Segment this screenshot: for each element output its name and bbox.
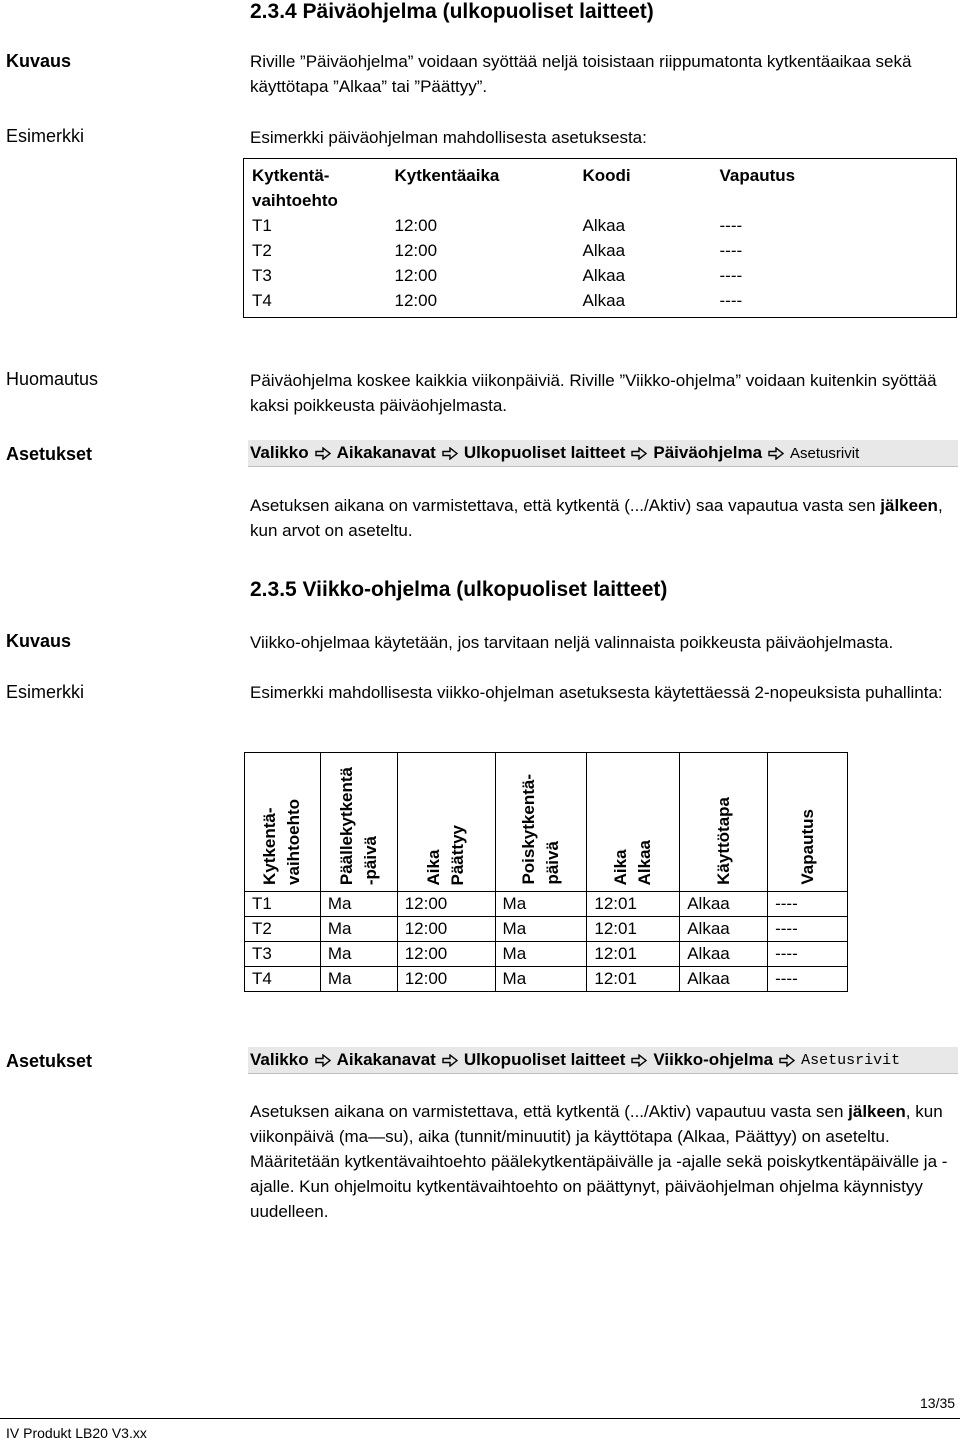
table-cell: ---- xyxy=(719,266,743,285)
table-header-row xyxy=(244,159,957,214)
table-cell: T4 xyxy=(245,967,321,992)
table-header: Kytkentäaika xyxy=(394,166,500,185)
menu-item-ulkopuoliset-laitteet: Ulkopuoliset laitteet xyxy=(463,443,626,462)
table-cell: 12:00 xyxy=(397,942,495,967)
outline-arrow-right-icon xyxy=(768,447,784,460)
table-header: Kytkentä- vaihtoehto xyxy=(245,753,321,892)
table-cell: T4 xyxy=(252,291,272,310)
table-cell: Alkaa xyxy=(680,917,768,942)
menu-item-asetusrivit: Asetusrivit xyxy=(801,1051,901,1069)
table-cell: 12:00 xyxy=(397,967,495,992)
table-cell: ---- xyxy=(768,917,848,942)
table-cell: Alkaa xyxy=(680,942,768,967)
table-cell: 12:00 xyxy=(394,216,438,235)
esimerkki-text: Esimerkki mahdollisesta viikko-ohjelman asetuksesta käytettäessä 2-nopeuksista puhallinta: xyxy=(250,683,943,702)
asetukset-label: Asetukset xyxy=(6,1051,93,1071)
table-cell: T1 xyxy=(252,216,272,235)
table-cell: Alkaa xyxy=(680,967,768,992)
esimerkki-text: Esimerkki päiväohjelman mahdollisesta asetuksesta: xyxy=(250,128,647,147)
table-cell: 12:00 xyxy=(397,917,495,942)
table-cell: T3 xyxy=(252,266,272,285)
table-cell: 12:00 xyxy=(397,892,495,917)
table-row xyxy=(245,942,848,967)
table-cell: Ma xyxy=(495,967,587,992)
table-cell: Ma xyxy=(495,892,587,917)
table-row xyxy=(245,917,848,942)
table-header: Aika Päättyy xyxy=(397,753,495,892)
table-cell: Ma xyxy=(320,942,397,967)
outline-arrow-right-icon xyxy=(631,447,647,460)
kuvaus-label: Kuvaus xyxy=(6,631,72,651)
table-cell: T2 xyxy=(252,241,272,260)
table-cell: ---- xyxy=(768,942,848,967)
table-row xyxy=(245,892,848,917)
table-cell: 12:00 xyxy=(394,291,438,310)
table-cell: Alkaa xyxy=(582,291,626,310)
table-cell: Ma xyxy=(495,917,587,942)
outline-arrow-right-icon xyxy=(779,1054,795,1067)
table-header: Päällekytkentä -päivä xyxy=(320,753,397,892)
table-row xyxy=(244,288,957,318)
table-cell: ---- xyxy=(719,216,743,235)
menu-item-valikko: Valikko xyxy=(250,443,309,462)
table-row xyxy=(244,213,957,238)
menu-path-bar xyxy=(248,1047,958,1074)
table-header: Vapautus xyxy=(768,753,848,892)
table-cell: T2 xyxy=(245,917,321,942)
footer-divider xyxy=(0,1418,960,1419)
table-header: Aika Alkaa xyxy=(587,753,680,892)
menu-item-aikakanavat: Aikakanavat xyxy=(336,1050,436,1069)
table-cell: Ma xyxy=(320,967,397,992)
esimerkki-label: Esimerkki xyxy=(6,126,85,146)
table-header: Kytkentä-vaihtoehto xyxy=(252,166,338,210)
menu-item-paivaohjelma: Päiväohjelma xyxy=(653,443,763,462)
table-cell: ---- xyxy=(719,291,743,310)
table-cell: Ma xyxy=(320,917,397,942)
weekly-program-table xyxy=(244,752,848,992)
table-cell: Alkaa xyxy=(582,241,626,260)
section-title-daily-program: 2.3.4 Päiväohjelma (ulkopuoliset laitteet) xyxy=(250,0,654,23)
table-header: Vapautus xyxy=(719,166,796,185)
outline-arrow-right-icon xyxy=(631,1054,647,1067)
menu-item-aikakanavat: Aikakanavat xyxy=(336,443,436,462)
table-row xyxy=(244,238,957,263)
asetukset-text: Asetuksen aikana on varmistettava, että kytkentä (.../Aktiv) saa vapautua vasta sen jälkeen, kun arvot on aseteltu. xyxy=(250,496,943,540)
menu-item-viikko-ohjelma: Viikko-ohjelma xyxy=(653,1050,774,1069)
table-cell: 12:01 xyxy=(587,917,680,942)
table-cell: Alkaa xyxy=(680,892,768,917)
menu-item-valikko: Valikko xyxy=(250,1050,309,1069)
table-cell: Alkaa xyxy=(582,216,626,235)
table-cell: 12:00 xyxy=(394,241,438,260)
table-row xyxy=(244,263,957,288)
menu-path-bar xyxy=(248,440,958,467)
page-number: 13/35 xyxy=(920,1395,956,1411)
outline-arrow-right-icon xyxy=(315,1054,331,1067)
table-cell: ---- xyxy=(768,892,848,917)
section-title-weekly-program: 2.3.5 Viikko-ohjelma (ulkopuoliset laitteet) xyxy=(250,578,668,601)
outline-arrow-right-icon xyxy=(315,447,331,460)
table-cell: ---- xyxy=(768,967,848,992)
table-cell: 12:01 xyxy=(587,892,680,917)
table-cell: ---- xyxy=(719,241,743,260)
outline-arrow-right-icon xyxy=(442,1054,458,1067)
table-cell: Ma xyxy=(320,892,397,917)
table-header-row xyxy=(245,753,848,892)
esimerkki-label: Esimerkki xyxy=(6,682,85,702)
table-cell: 12:01 xyxy=(587,967,680,992)
table-cell: 12:01 xyxy=(587,942,680,967)
kuvaus-text: Viikko-ohjelmaa käytetään, jos tarvitaan neljä valinnaista poikkeusta päiväohjelmasta. xyxy=(250,633,894,652)
kuvaus-text: Riville ”Päiväohjelma” voidaan syöttää neljä toisistaan riippumatonta kytkentäaikaa sekä käyttötapa ”Alkaa” tai ”Päättyy”. xyxy=(250,52,912,96)
document-id: IV Produkt LB20 V3.xx xyxy=(6,1425,147,1441)
asetukset-label: Asetukset xyxy=(6,444,93,464)
kuvaus-label: Kuvaus xyxy=(6,51,72,71)
table-cell: T1 xyxy=(245,892,321,917)
table-cell: T3 xyxy=(245,942,321,967)
table-cell: Alkaa xyxy=(582,266,626,285)
table-header: Koodi xyxy=(582,166,631,185)
daily-program-table xyxy=(243,158,957,318)
asetukset-text: Asetuksen aikana on varmistettava, että kytkentä (.../Aktiv) vapautuu vasta sen jälkeen, kun viikonpäivä (ma—su), aika (tunnit/minuutit) ja käyttötapa (Alkaa, Päättyy) on aseteltu. Määritetään kytkentävaihtoehto päälekytkentäpäivälle ja -ajalle sekä poiskytkentäpäivälle ja -ajalle. Kun ohjelmoitu kytkentävaihtoehto on päättynyt, päiväohjelman ohjelma käynnistyy uudelleen. xyxy=(250,1102,948,1221)
table-header: Poiskytkentä- päivä xyxy=(495,753,587,892)
menu-item-asetusrivit: Asetusrivit xyxy=(790,444,860,462)
menu-item-ulkopuoliset-laitteet: Ulkopuoliset laitteet xyxy=(463,1050,626,1069)
outline-arrow-right-icon xyxy=(442,447,458,460)
table-header: Käyttötapa xyxy=(680,753,768,892)
huomautus-label: Huomautus xyxy=(6,369,99,389)
table-cell: Ma xyxy=(495,942,587,967)
huomautus-text: Päiväohjelma koskee kaikkia viikonpäiviä. Riville ”Viikko-ohjelma” voidaan kuitenkin syöttää kaksi poikkeusta päiväohjelmasta. xyxy=(250,371,937,415)
table-row xyxy=(245,967,848,992)
table-cell: 12:00 xyxy=(394,266,438,285)
